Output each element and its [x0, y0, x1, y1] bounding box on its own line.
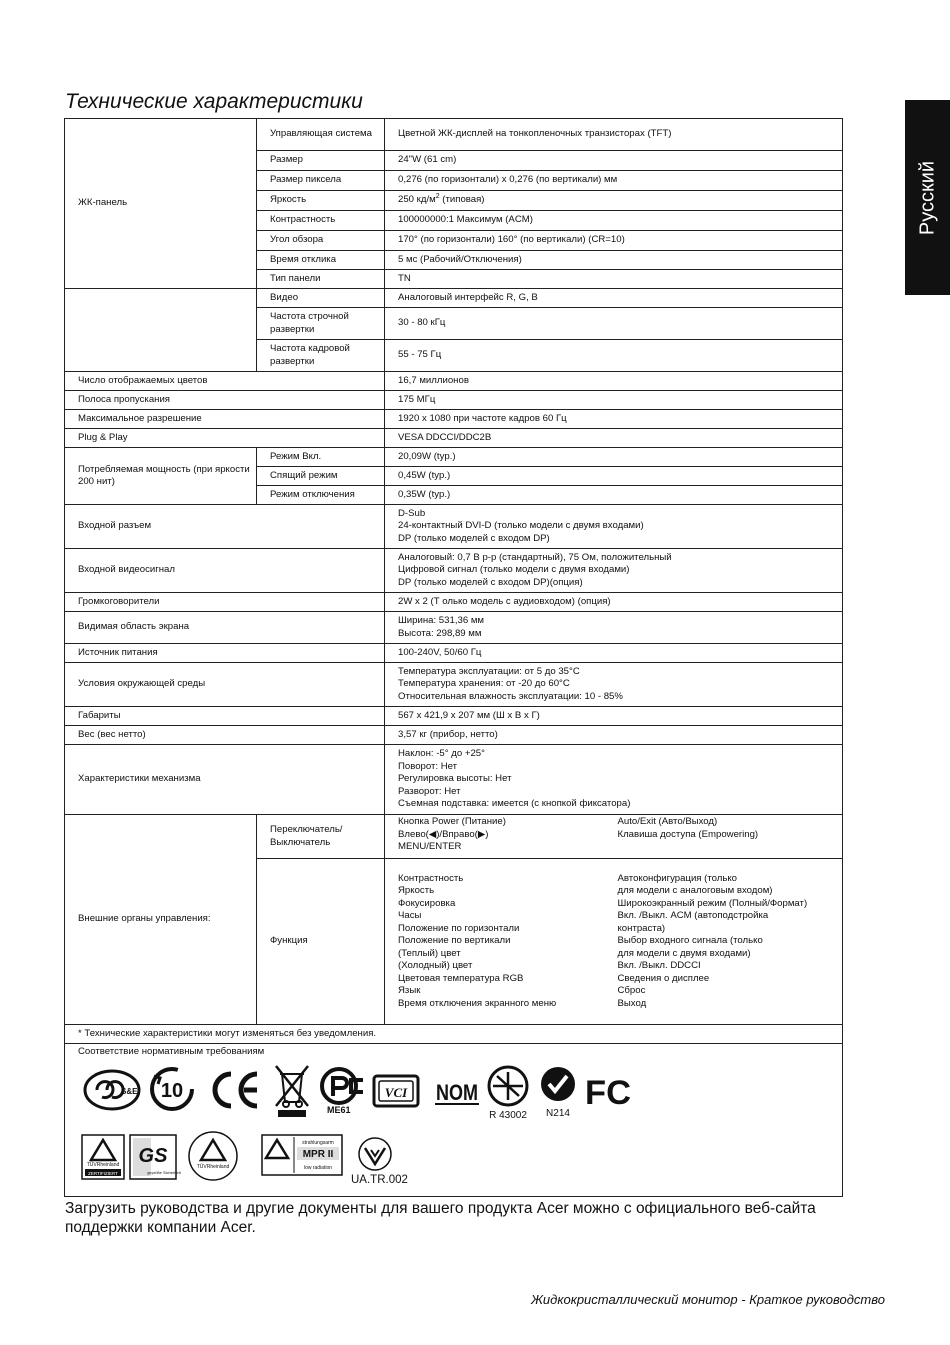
value-line: Яркость: [398, 885, 435, 897]
value-line: Ширина: 531,36 мм: [398, 615, 485, 626]
language-tab: [905, 100, 950, 295]
value-line: Цифровой сигнал (только модели с двумя входами): [398, 564, 630, 576]
page-title: Технические характеристики: [65, 90, 363, 113]
value-line: Разворот: Нет: [398, 785, 461, 797]
value-line: Фокусировка: [398, 897, 456, 909]
table-row: [65, 726, 843, 745]
value-line: Температура хранения: от -20 до 60°C: [398, 678, 570, 690]
value-line: Клавиша доступа (Empowering): [617, 828, 759, 840]
epup-text: 10: [160, 1080, 184, 1102]
param-name: Тип панели: [257, 270, 385, 289]
download-text: Загрузить руководства и другие документы для вашего продукта Acer можно с официального веб-сайта поддержки компании Acer.: [65, 1200, 816, 1236]
compliance-cell: [65, 1044, 843, 1197]
value-line: Автоконфигурация (только: [617, 872, 738, 884]
param-name: Характеристики механизма: [65, 745, 385, 815]
param-name: Время отклика: [257, 251, 385, 270]
value-line: Часы: [398, 910, 422, 922]
ccc-text: S&E: [121, 1087, 138, 1096]
brightness-suffix: (типовая): [439, 194, 485, 206]
tuv1-text: TÜVRheinland: [86, 1162, 120, 1168]
param-value: 0,35W (typ.): [385, 486, 843, 505]
param-value: 175 МГц: [385, 391, 843, 410]
gost-r-icon: [483, 1064, 533, 1120]
table-row: [65, 593, 843, 612]
value-line: Съемная подставка: имеется (с кнопкой фиксатора): [398, 798, 631, 810]
nom-text: NOM: [436, 1080, 478, 1105]
param-name: Входной видеосигнал: [65, 549, 385, 593]
value-line: Вкл. /Выкл. DDCCI: [617, 960, 701, 972]
param-value: Цветной ЖК-дисплей на тонкопленочных транзисторах (TFT): [385, 119, 843, 151]
param-value: 5 мс (Рабочий/Отключения): [385, 251, 843, 270]
gs-mark-icon: [129, 1134, 181, 1180]
spec-table: [64, 118, 843, 1197]
mpr-text: MPR II: [302, 1149, 334, 1160]
param-value: [385, 859, 843, 1025]
param-name: Угол обзора: [257, 231, 385, 251]
table-row: [65, 448, 843, 467]
ukraine-conformity-icon: [357, 1136, 393, 1172]
param-value: 0,276 (по горизонтали) x 0,276 (по вертикали) мм: [385, 171, 843, 191]
tuv1b-text: ZERTIFIZIERT: [88, 1171, 118, 1176]
table-row: [65, 505, 843, 549]
param-value: 100-240V, 50/60 Гц: [385, 644, 843, 663]
mpr-top-text: strahlungsarm: [302, 1140, 334, 1146]
brightness-sup: 2: [435, 193, 440, 201]
table-row: [65, 549, 843, 593]
value-line: Наклон: -5° до +25°: [398, 748, 485, 760]
param-value: [385, 745, 843, 815]
table-row: [65, 663, 843, 707]
function-left: [398, 873, 618, 1011]
value-line: Выход: [617, 997, 647, 1009]
param-value: Аналоговый интерфейс R, G, B: [385, 289, 843, 308]
param-value: TN: [385, 270, 843, 289]
vcci-text: VCI: [384, 1085, 408, 1100]
param-name: Габариты: [65, 707, 385, 726]
switches-left: [398, 816, 618, 854]
value-line: Температура эксплуатации: от 5 до 35°C: [398, 665, 580, 677]
switches-right: [618, 816, 838, 854]
value-line: Аналоговый: 0,7 В р-р (стандартный), 75 Ом, положительный: [398, 551, 672, 563]
table-row: [65, 612, 843, 644]
fcc-text: FC: [585, 1074, 631, 1112]
value-line: для модели с аналоговым входом): [617, 885, 773, 897]
param-name: Источник питания: [65, 644, 385, 663]
function-right: [618, 873, 838, 1011]
mpr2-icon: [261, 1134, 343, 1176]
value-line: (Холодный) цвет: [398, 960, 473, 972]
value-line: Кнопка Power (Питание): [398, 816, 506, 827]
mpr-sub-text: low radiation: [303, 1165, 333, 1171]
param-name: Управляющая система: [257, 119, 385, 151]
value-line: Регулировка высоты: Нет: [398, 773, 512, 785]
param-name: Число отображаемых цветов: [65, 372, 385, 391]
value-line: MENU/ENTER: [398, 841, 462, 852]
n214-text: N214: [546, 1108, 570, 1119]
param-value: 100000000:1 Максимум (ACM): [385, 211, 843, 231]
value-line: Положение по горизонтали: [398, 922, 520, 934]
me61-text: ME61: [327, 1105, 351, 1115]
param-value: 55 - 75 Гц: [385, 340, 843, 372]
param-value: [385, 549, 843, 593]
param-name: Спящий режим: [257, 467, 385, 486]
param-name: Видимая область экрана: [65, 612, 385, 644]
param-value: 0,45W (typ.): [385, 467, 843, 486]
tuv3-text: TÜVRheinland: [196, 1164, 230, 1170]
value-line: контраста): [617, 922, 666, 934]
value-line: (Теплый) цвет: [398, 947, 461, 959]
r43002-text: R 43002: [489, 1110, 527, 1121]
param-value: 3,57 кг (прибор, нетто): [385, 726, 843, 745]
nom-icon: [435, 1074, 479, 1108]
pct-icon: [319, 1066, 365, 1114]
ctick-icon: [539, 1064, 579, 1120]
compliance-title: Соответствие нормативным требованиям: [78, 1046, 265, 1057]
group-label: [65, 289, 257, 372]
value-line: Влево(◀)/Вправо(▶): [398, 828, 489, 840]
gs-sub-text: geprüfte Sicherheit: [147, 1170, 181, 1175]
value-line: Поворот: Нет: [398, 760, 458, 772]
param-name: Plug & Play: [65, 429, 385, 448]
value-line: Сведения о дисплее: [617, 972, 710, 984]
value-line: D-Sub: [398, 507, 426, 519]
param-name: Функция: [257, 859, 385, 1025]
param-value: [385, 612, 843, 644]
epup-10-icon: [149, 1066, 195, 1112]
group-label: ЖК-панель: [65, 119, 257, 289]
table-row: [65, 1044, 843, 1197]
value-line: DP (только моделей с входом DP)(опция): [398, 576, 583, 588]
ua-tr-label: UA.TR.002: [351, 1174, 408, 1186]
param-value: [385, 191, 843, 211]
param-value: 24"W (61 cm): [385, 151, 843, 171]
param-value: 1920 x 1080 при частоте кадров 60 Гц: [385, 410, 843, 429]
gs-text: GS: [138, 1145, 168, 1167]
vcci-icon: [372, 1074, 420, 1108]
param-value: [385, 663, 843, 707]
value-line: Положение по вертикали: [398, 935, 511, 947]
param-name: Размер: [257, 151, 385, 171]
value-line: Контрастность: [398, 872, 464, 884]
table-row: [65, 745, 843, 815]
value-line: Сброс: [617, 985, 646, 997]
param-name: Максимальное разрешение: [65, 410, 385, 429]
table-row: [65, 1025, 843, 1044]
param-value: [385, 815, 843, 859]
value-line: Время отключения экранного меню: [398, 997, 557, 1009]
table-row: [65, 429, 843, 448]
table-row: [65, 707, 843, 726]
footer-text: Жидкокристаллический монитор - Краткое руководство: [530, 1292, 885, 1307]
param-name: Размер пиксела: [257, 171, 385, 191]
param-name: Видео: [257, 289, 385, 308]
table-row: [65, 644, 843, 663]
param-value: 567 x 421,9 x 207 мм (Ш x В x Г): [385, 707, 843, 726]
param-name: Режим отключения: [257, 486, 385, 505]
param-name: Вес (вес нетто): [65, 726, 385, 745]
spec-note: * Технические характеристики могут изменяться без уведомления.: [65, 1025, 843, 1044]
value-line: Язык: [398, 985, 421, 997]
table-row: [65, 410, 843, 429]
value-line: Широкоэкранный режим (Полный/Формат): [617, 897, 808, 909]
param-value: 16,7 миллионов: [385, 372, 843, 391]
ce-icon: [207, 1070, 263, 1110]
language-tab-label: Русский: [916, 160, 938, 235]
param-name: Частота кадровой развертки: [257, 340, 385, 372]
param-name: Громкоговорители: [65, 593, 385, 612]
table-row: [65, 372, 843, 391]
value-line: Цветовая температура RGB: [398, 972, 524, 984]
param-value: 20,09W (typ.): [385, 448, 843, 467]
value-line: Вкл. /Выкл. ACM (автоподстройка: [617, 910, 769, 922]
param-name: Условия окружающей среды: [65, 663, 385, 707]
param-name: Яркость: [257, 191, 385, 211]
param-name: Входной разъем: [65, 505, 385, 549]
group-label: Внешние органы управления:: [65, 815, 257, 1025]
param-name: Полоса пропускания: [65, 391, 385, 410]
value-line: Выбор входного сигнала (только: [617, 935, 763, 947]
value-line: DP (только моделей с входом DP): [398, 532, 550, 544]
ccc-icon: [83, 1068, 141, 1112]
value-line: Высота: 298,89 мм: [398, 627, 482, 639]
value-line: Относительная влажность эксплуатации: 10 - 85%: [398, 690, 623, 702]
param-name: Переключатель/ Выключатель: [257, 815, 385, 859]
param-name: Частота строчной развертки: [257, 308, 385, 340]
group-label: Потребляемая мощность (при яркости 200 нит): [65, 448, 257, 505]
param-name: Режим Вкл.: [257, 448, 385, 467]
table-row: [65, 815, 843, 859]
param-value: 2W x 2 (Т олько модель с аудиовходом) (опция): [385, 593, 843, 612]
param-name: Контрастность: [257, 211, 385, 231]
value-line: 24-контактный DVI-D (только модели с двумя входами): [398, 520, 644, 532]
param-value: 170° (по горизонтали) 160° (по вертикали) (CR=10): [385, 231, 843, 251]
value-line: Auto/Exit (Авто/Выход): [617, 816, 718, 827]
table-row: [65, 119, 843, 151]
tuv-ergonomics-icon: [187, 1130, 239, 1182]
brightness-value: 250 кд/м: [398, 194, 436, 206]
tuv-certified-icon: [81, 1134, 125, 1180]
value-line: для модели с двумя входами): [617, 947, 751, 959]
param-value: 30 - 80 кГц: [385, 308, 843, 340]
fcc-icon: [583, 1072, 633, 1110]
table-row: [65, 289, 843, 308]
weee-icon: [272, 1062, 312, 1118]
table-row: [65, 391, 843, 410]
param-value: VESA DDCCI/DDC2B: [385, 429, 843, 448]
param-value: [385, 505, 843, 549]
